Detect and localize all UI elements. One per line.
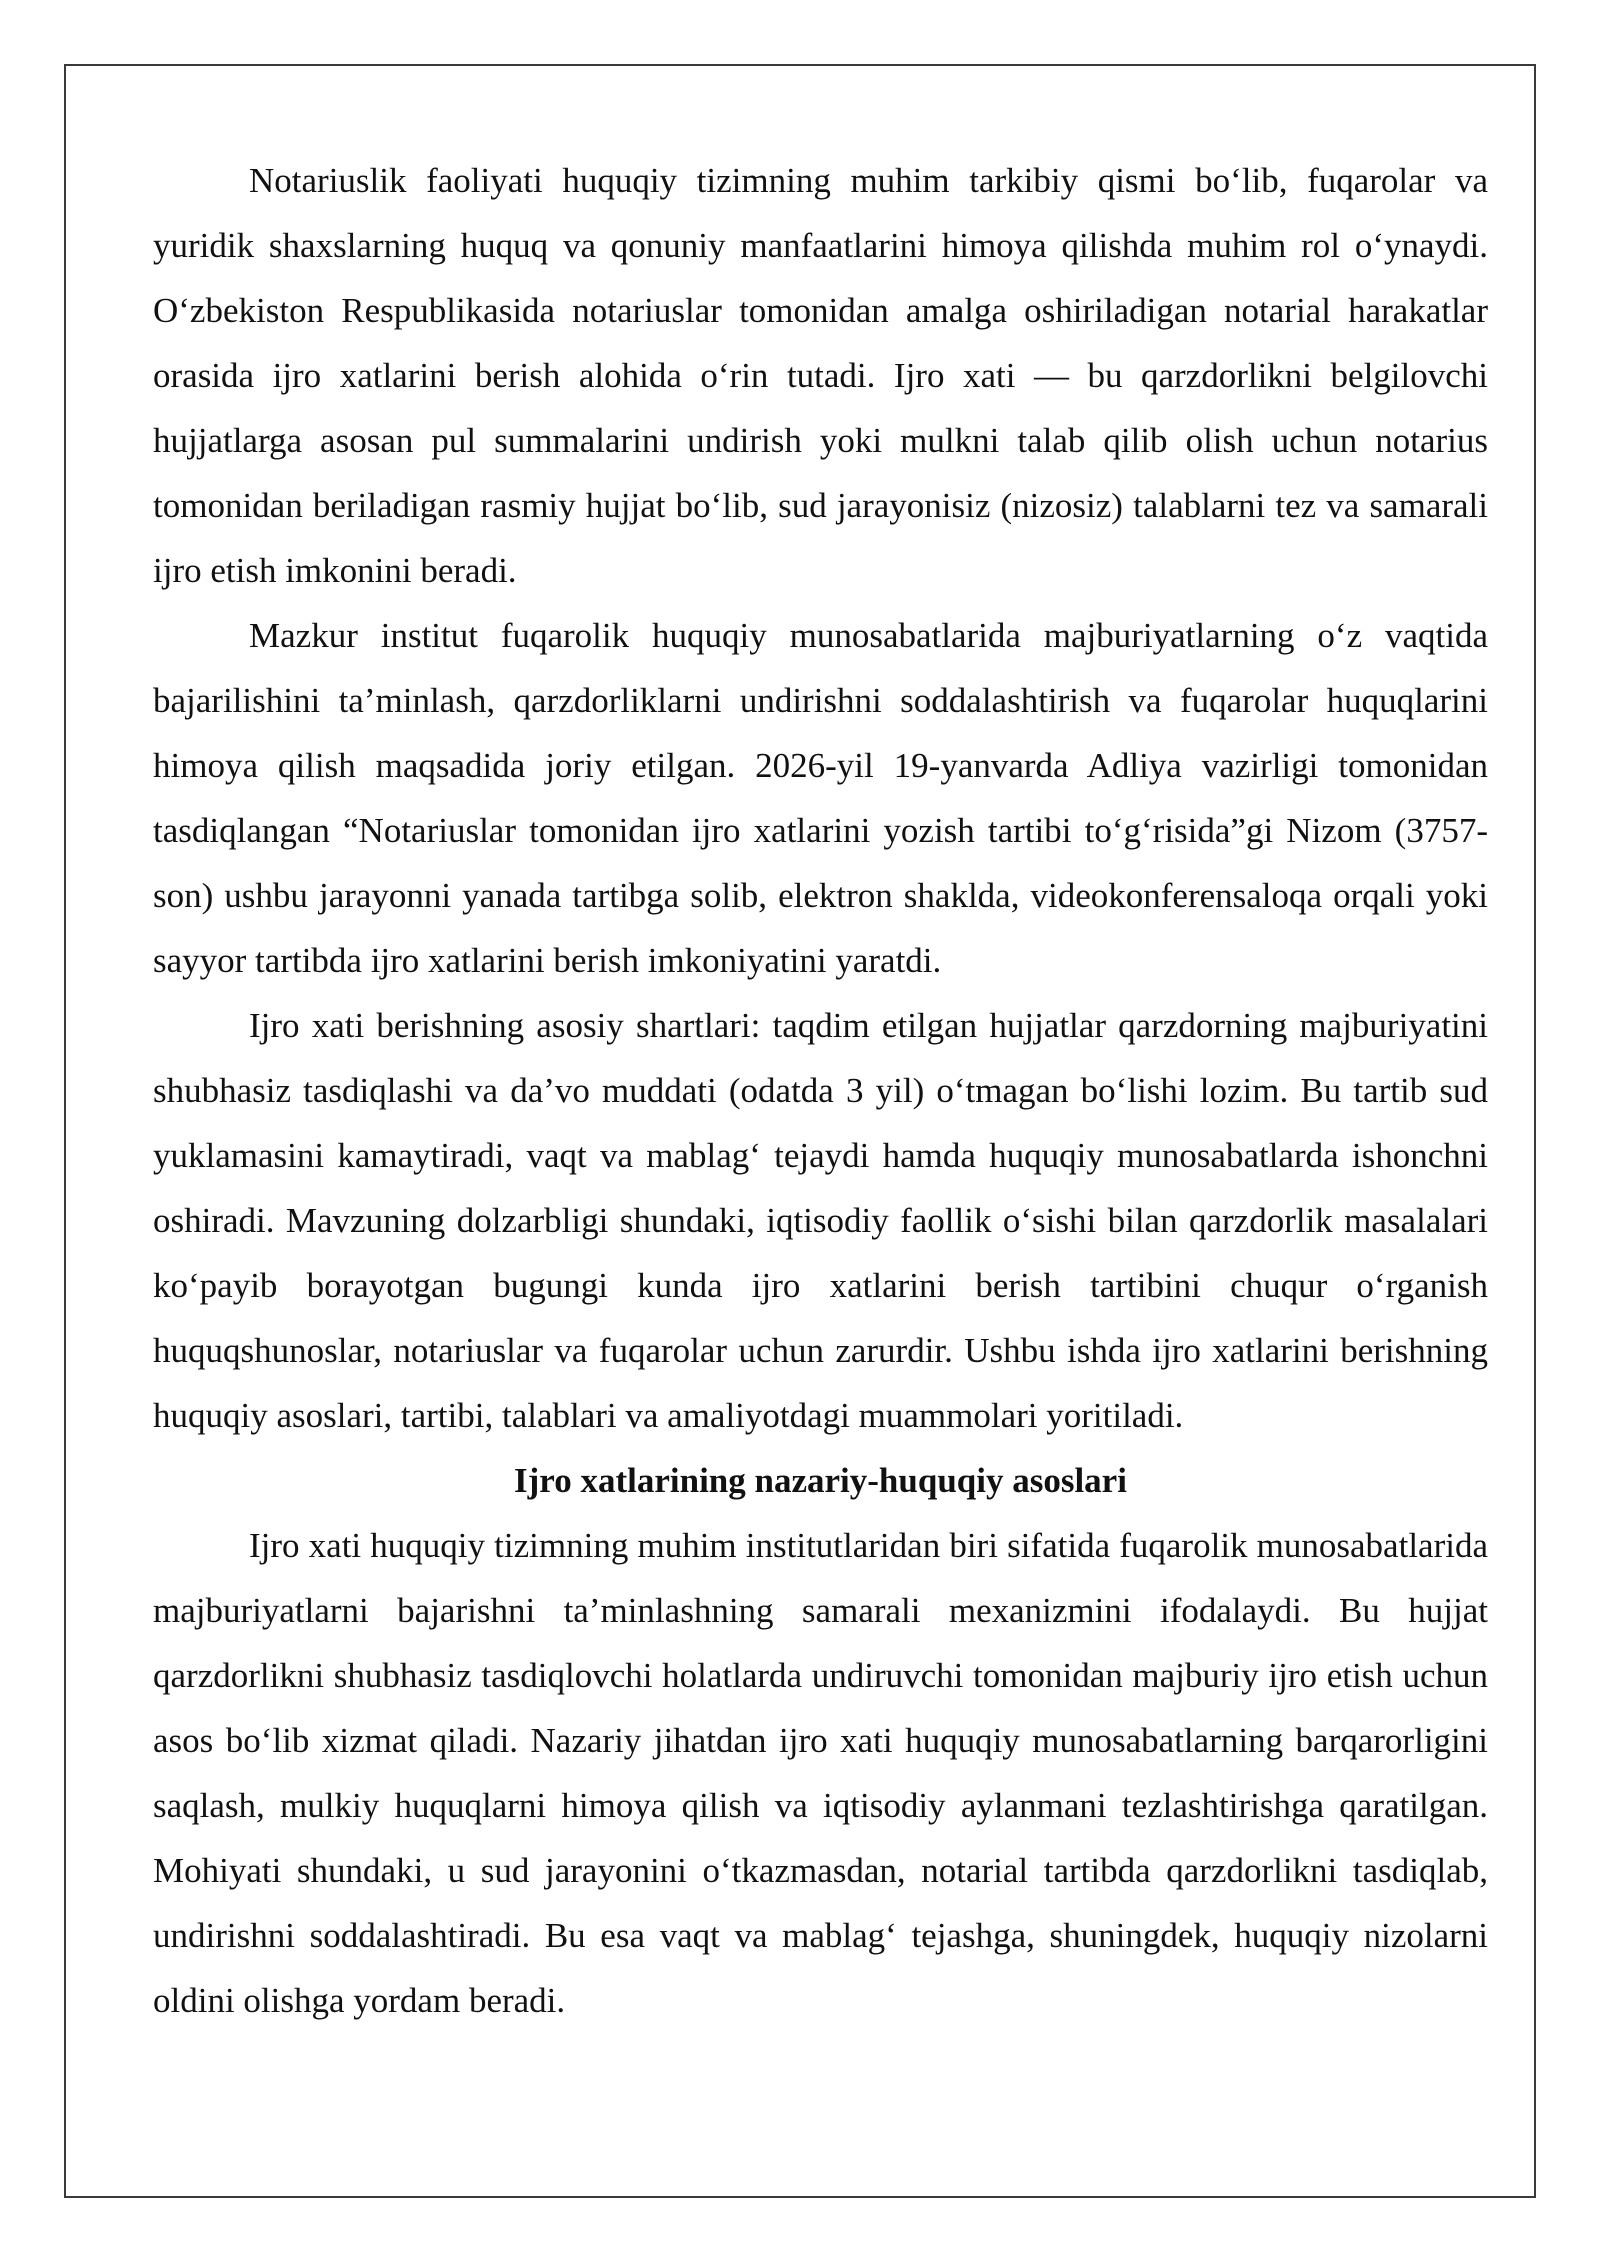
paragraph-section-1: Ijro xati huquqiy tizimning muhim institutlaridan biri sifatida fuqarolik munosabatlarida majburiyatlarni bajarishni ta’minlashning samarali mexanizmini ifodalaydi. Bu hujjat qarzdorlikni shubhasiz tasdiqlovchi holatlarda undiruvchi tomonidan majburiy ijro etish uchun asos bo‘lib xizmat qiladi. Nazariy jihatdan ijro xati huquqiy munosabatlarning barqarorligini saqlash, mulkiy huquqlarni himoya qilish va iqtisodiy aylanmani tezlashtirishga qaratilgan. Mohiyati shundaki, u sud jarayonini o‘tkazmasdan, notarial tartibda qarzdorlikni tasdiqlab, undirishni soddalashtiradi. Bu esa vaqt va mablag‘ tejashga, shuningdek, huquqiy nizolarni oldini olishga yordam beradi. [153,1526,1488,2020]
document-body [153,148,1488,2033]
section-heading: Ijro xatlarining nazariy-huquqiy asoslari [514,1461,1127,1500]
paragraph-intro-3: Ijro xati berishning asosiy shartlari: taqdim etilgan hujjatlar qarzdorning majburiyatini shubhasiz tasdiqlashi va da’vo muddati (odatda 3 yil) o‘tmagan bo‘lishi lozim. Bu tartib sud yuklamasini kamaytiradi, vaqt va mablag‘ tejaydi hamda huquqiy munosabatlarda ishonchni oshiradi. Mavzuning dolzarbligi shundaki, iqtisodiy faollik o‘sishi bilan qarzdorlik masalalari ko‘payib borayotgan bugungi kunda ijro xatlarini berish tartibini chuqur o‘rganish huquqshunoslar, notariuslar va fuqarolar uchun zarurdir. Ushbu ishda ijro xatlarini berishning huquqiy asoslari, tartibi, talablari va amaliyotdagi muammolari yoritiladi. [153,1006,1488,1435]
paragraph-intro-1: Notariuslik faoliyati huquqiy tizimning muhim tarkibiy qismi bo‘lib, fuqarolar va yuridik shaxslarning huquq va qonuniy manfaatlarini himoya qilishda muhim rol o‘ynaydi. O‘zbekiston Respublikasida notariuslar tomonidan amalga oshiriladigan notarial harakatlar orasida ijro xatlarini berish alohida o‘rin tutadi. Ijro xati — bu qarzdorlikni belgilovchi hujjatlarga asosan pul summalarini undirish yoki mulkni talab qilib olish uchun notarius tomonidan beriladigan rasmiy hujjat bo‘lib, sud jarayonisiz (nizosiz) talablarni tez va samarali ijro etish imkonini beradi. [153,161,1488,590]
paragraph-intro-2: Mazkur institut fuqarolik huquqiy munosabatlarida majburiyatlarning o‘z vaqtida bajarilishini ta’minlash, qarzdorliklarni undirishni soddalashtirish va fuqarolar huquqlarini himoya qilish maqsadida joriy etilgan. 2026-yil 19-yanvarda Adliya vazirligi tomonidan tasdiqlangan “Notariuslar tomonidan ijro xatlarini yozish tartibi to‘g‘risida”gi Nizom (3757-son) ushbu jarayonni yanada tartibga solib, elektron shaklda, videokonferensaloqa orqali yoki sayyor tartibda ijro xatlarini berish imkoniyatini yaratdi. [153,616,1488,980]
